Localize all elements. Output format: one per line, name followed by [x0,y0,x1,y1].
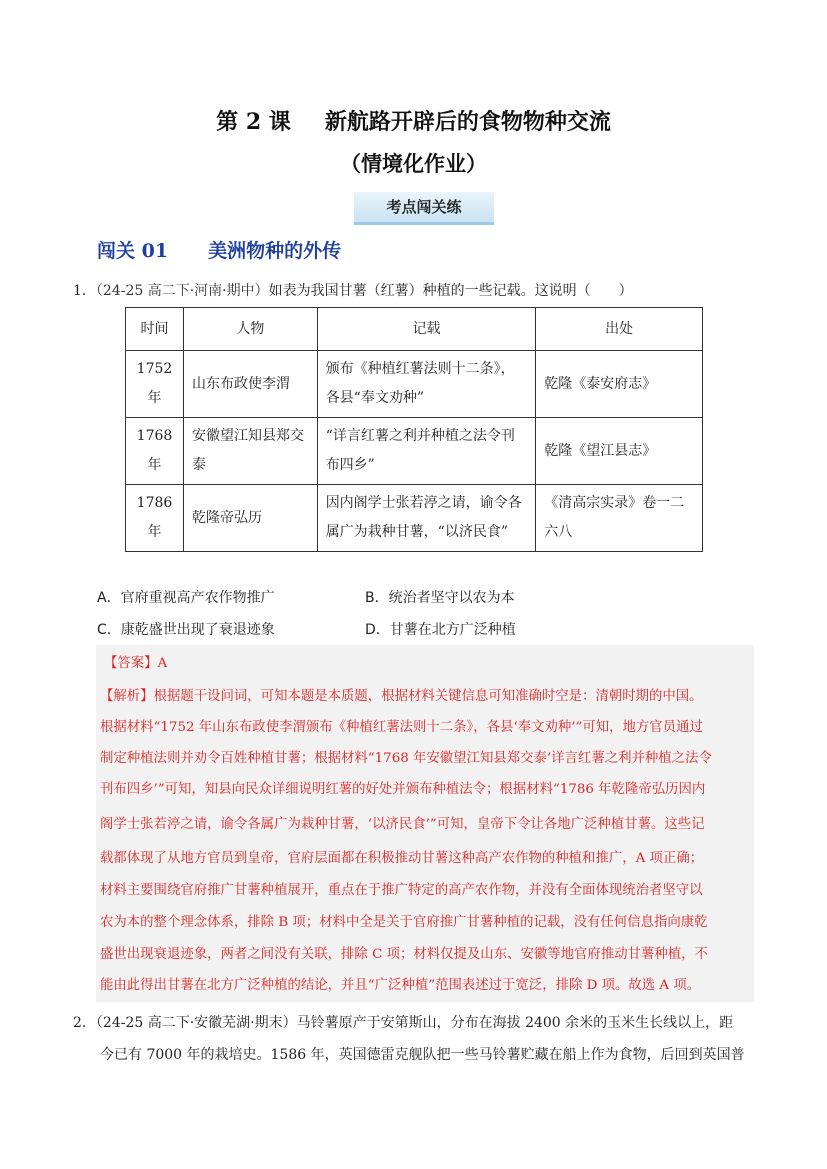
table-cell-source: 《清高宗实录》卷一二 六八 [536,485,703,552]
section-number: 闯关 01 [97,240,169,262]
analysis-line: 根据材料“1752 年山东布政使李渭颁布《种植红薯法则十二条》，各县‘奉文劝种’”可知，地方官员通过 [100,720,703,735]
table-cell-record: “详言红薯之利并种植之法令刊 布四乡” [317,418,536,485]
analysis-line: 农为本的整个理念体系，排除 B 项；材料中全是关于官府推广甘薯种植的记载，没有任何信息指向康乾 [100,915,708,930]
table-cell-source: 乾隆《泰安府志》 [536,351,703,418]
table-cell-person: 乾隆帝弘历 [183,485,317,552]
lesson-title [0,105,827,136]
question-source: （24-25 高二下·河南·期中） [95,283,269,299]
question-2-stem [73,1012,733,1032]
option-b[interactable]: B．统治者坚守以农为本 [365,590,515,606]
option-d[interactable]: D．甘薯在北方广泛种植 [365,622,516,638]
section-heading [97,236,341,263]
question-source: （24-25 高二下·安徽芜湖·期末） [95,1015,297,1031]
analysis-line: 刊布四乡’”可知，知县向民众详细说明红薯的好处并颁布种植法令；根据材料“1786 年乾隆帝弘历因内 [100,782,706,797]
question-1-stem [73,280,633,300]
analysis-line: 阁学士张若渟之请，谕令各属广为栽种甘薯，‘以济民食’”可知，皇帝下令让各地广泛种植甘薯。这些记 [100,817,705,832]
analysis-line: 盛世出现衰退迹象，两者之间没有关联，排除 C 项；材料仅提及山东、安徽等地官府推动甘薯种植，不 [100,947,708,962]
lesson-name: 新航路开辟后的食物物种交流 [324,109,611,135]
question-number: 1． [73,283,96,299]
table-cell-record: 颁布《种植红薯法则十二条》， 各县“奉文劝种” [317,351,536,418]
question-text: 马铃薯原产于安第斯山，分布在海拔 2400 余米的玉米生长线以上，距 [296,1015,734,1031]
analysis-line: 【解析】根据题干设问词，可知本题是本质题，根据材料关键信息可知准确时空是：清朝时期的中国。 [100,689,703,704]
answer-label: 【答案】A [104,656,168,671]
question-text: 如表为我国甘薯（红薯）种植的一些记载。这说明（ ） [268,283,633,299]
table-cell-person: 山东布政使李渭 [183,351,317,418]
table-header: 时间 [126,308,184,351]
table-cell-year: 1786 年 [126,485,184,552]
option-a[interactable]: A．官府重视高产农作物推广 [97,590,275,606]
table-row [126,351,703,418]
question-2-text: 今已有 7000 年的栽培史。1586 年，英国德雷克舰队把一些马铃薯贮藏在船上作为食物，后回到英国普 [100,1047,745,1063]
table-header: 人物 [183,308,317,351]
table-cell-year: 1768 年 [126,418,184,485]
section-title: 美洲物种的外传 [208,240,342,262]
table-cell-source: 乾隆《望江县志》 [536,418,703,485]
option-c[interactable]: C．康乾盛世出现了衰退迹象 [97,622,275,638]
table-cell-record: 因内阁学士张若渟之请，谕令各 属广为栽种甘薯，“以济民食” [317,485,536,552]
table-header: 出处 [536,308,703,351]
lesson-subtitle: （情境化作业） [340,151,487,176]
table-cell-person: 安徽望江知县郑交 泰 [183,418,317,485]
records-table [125,307,703,552]
analysis-line: 载都体现了从地方官员到皇帝，官府层面都在积极推动甘薯这种高产农作物的种植和推广，A 项正确； [100,851,704,866]
section-badge: 考点闯关练 [354,192,494,225]
lesson-number: 第 2 课 [216,109,291,135]
analysis-line: 能由此得出甘薯在北方广泛种植的结论，并且“广泛种植”范围表述过于宽泛，排除 D 项。故选 A 项。 [100,978,701,993]
table-header: 记载 [317,308,536,351]
analysis-line: 制定种植法则并劝令百姓种植甘薯；根据材料“1768 年安徽望江知县郑交泰‘详言红薯之利并种植之法令 [100,751,712,766]
analysis-line: 材料主要围绕官府推广甘薯种植展开，重点在于推广特定的高产农作物，并没有全面体现统治者坚守以 [100,883,703,898]
table-row [126,485,703,552]
table-header-row [126,308,703,351]
table-row [126,418,703,485]
table-cell-year: 1752 年 [126,351,184,418]
question-number: 2． [73,1015,96,1031]
